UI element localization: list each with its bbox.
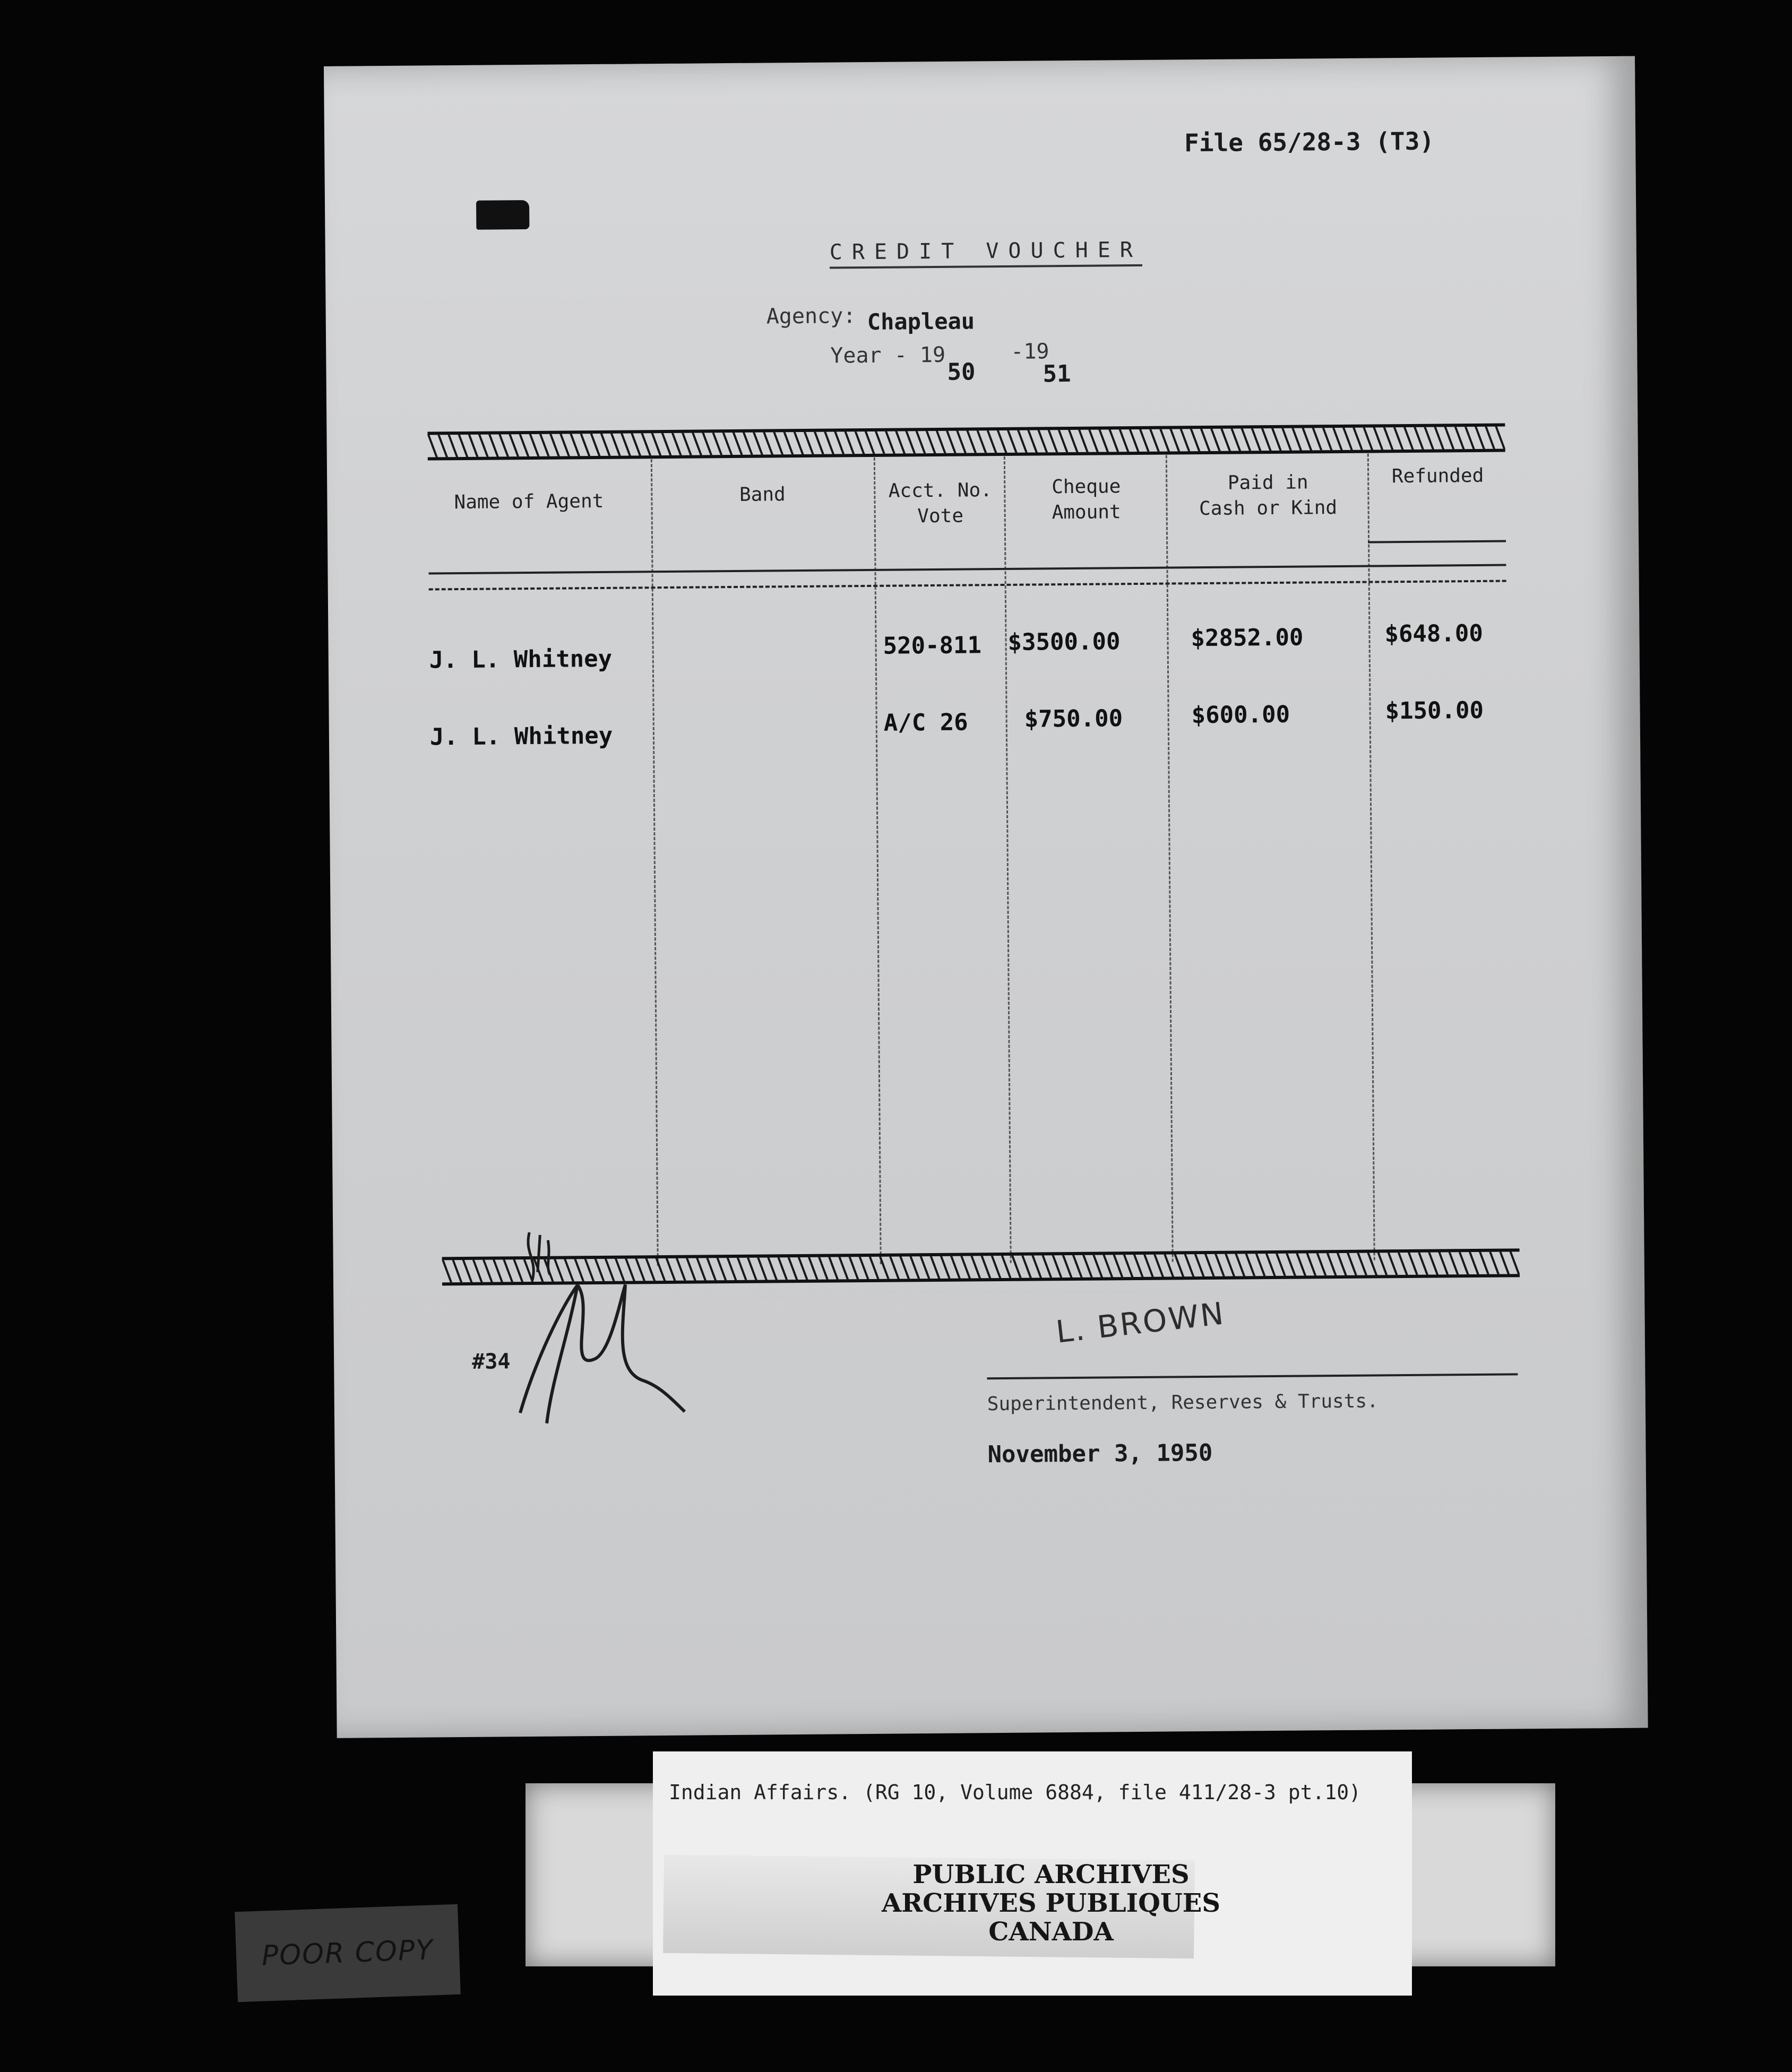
archive-citation: Indian Affairs. (RG 10, Volume 6884, file 411/28-3 pt.10) bbox=[669, 1781, 1362, 1804]
row-1-agent: J. L. Whitney bbox=[429, 645, 613, 674]
year-separator: -19 bbox=[1011, 339, 1049, 364]
agency-label: Agency: bbox=[766, 304, 856, 329]
column-header-band: Band bbox=[739, 484, 786, 506]
row-1-paid: $2852.00 bbox=[1191, 624, 1304, 652]
archive-stamp-line: PUBLIC ARCHIVES bbox=[912, 1860, 1190, 1889]
reference-number: #34 bbox=[471, 1349, 511, 1374]
row-2-acct: A/C 26 bbox=[883, 709, 968, 737]
row-1-acct: 520-811 bbox=[883, 632, 982, 660]
row-2-agent: J. L. Whitney bbox=[429, 722, 613, 751]
column-divider bbox=[1004, 456, 1012, 1263]
column-header-refunded: Refunded bbox=[1391, 464, 1484, 488]
row-2-paid: $600.00 bbox=[1191, 701, 1290, 729]
agency-value: Chapleau bbox=[867, 308, 975, 335]
row-2-cheque: $750.00 bbox=[1024, 705, 1123, 733]
header-underline bbox=[1368, 540, 1506, 543]
document-title: CREDIT VOUCHER bbox=[830, 238, 1143, 269]
document-date: November 3, 1950 bbox=[987, 1439, 1213, 1469]
archive-stamp-line: ARCHIVES PUBLIQUES bbox=[882, 1888, 1220, 1918]
column-header-paid-in-cash: Paid in Cash or Kind bbox=[1199, 471, 1338, 520]
signatory-title: Superintendent, Reserves & Trusts. bbox=[987, 1390, 1379, 1415]
column-divider bbox=[1367, 454, 1375, 1261]
handwritten-initials bbox=[487, 1220, 711, 1445]
column-header-acct-no: Acct. No. Vote bbox=[888, 479, 993, 528]
year-label: Year - 19 bbox=[830, 342, 946, 368]
archive-stamp-line: CANADA bbox=[988, 1917, 1114, 1947]
table-top-border bbox=[427, 424, 1505, 461]
column-divider bbox=[874, 457, 882, 1264]
file-reference: File 65/28-3 (T3) bbox=[1184, 126, 1435, 158]
column-header-cheque-amount: Cheque Amount bbox=[1052, 476, 1121, 524]
row-2-refunded: $150.00 bbox=[1385, 696, 1484, 725]
year-to: 51 bbox=[1043, 360, 1071, 388]
column-divider bbox=[651, 459, 659, 1266]
signature-line bbox=[987, 1373, 1518, 1379]
stamped-name: L. BROWN bbox=[1054, 1295, 1227, 1350]
row-1-refunded: $648.00 bbox=[1384, 619, 1484, 648]
archive-stamp bbox=[849, 1860, 1253, 1946]
poor-copy-tag: POOR COPY bbox=[235, 1904, 461, 2002]
header-rule bbox=[429, 580, 1506, 591]
header-rule bbox=[428, 564, 1506, 575]
row-1-cheque: $3500.00 bbox=[1007, 628, 1121, 656]
year-from: 50 bbox=[947, 358, 976, 386]
voucher-document bbox=[324, 56, 1648, 1738]
column-divider bbox=[1166, 455, 1174, 1262]
ink-mark bbox=[476, 200, 529, 230]
column-header-name-of-agent: Name of Agent bbox=[454, 490, 604, 514]
